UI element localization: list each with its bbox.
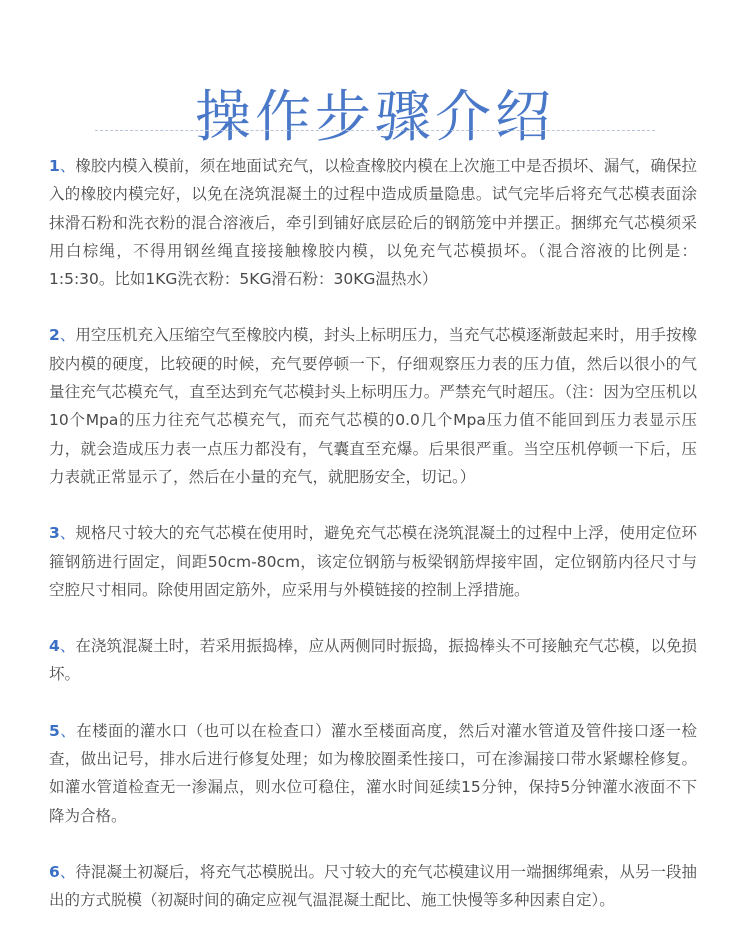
step-separator: 、 xyxy=(59,326,76,345)
step-number: 4 xyxy=(49,637,60,656)
step-separator: 、 xyxy=(59,524,76,543)
step-5 xyxy=(49,717,697,830)
step-number: 3 xyxy=(49,524,60,543)
step-number: 5 xyxy=(49,721,60,740)
step-1 xyxy=(49,152,697,293)
step-4 xyxy=(49,632,697,689)
step-separator: 、 xyxy=(59,637,76,656)
title-divider xyxy=(95,130,655,131)
step-text: 待混凝土初凝后，将充气芯模脱出。尺寸较大的充气芯模建议用一端捆绑绳索，从另一段抽出的方式脱模（初凝时间的确定应视气温混凝土配比、施工快慢等多种因素自定）。 xyxy=(49,862,697,910)
step-number: 2 xyxy=(49,326,60,345)
step-3 xyxy=(49,519,697,604)
step-separator: 、 xyxy=(59,862,76,881)
step-number: 6 xyxy=(49,862,60,881)
step-text: 在浇筑混凝土时，若采用振捣棒，应从两侧同时振捣，振捣棒头不可接触充气芯模，以免损坏。 xyxy=(49,637,697,684)
step-text: 规格尺寸较大的充气芯模在使用时，避免充气芯模在浇筑混凝土的过程中上浮，使用定位环箍钢筋进行固定，间距50cm-80cm，该定位钢筋与板梁钢筋焊接牢固，定位钢筋内径尺寸与空腔尺寸相同。除使用固定筋外，应采用与外模链接的控制上浮措施。 xyxy=(49,524,697,599)
step-text: 橡胶内模入模前，须在地面试充气，以检查橡胶内模在上次施工中是否损坏、漏气，确保拉入的橡胶内模完好，以免在浇筑混凝土的过程中造成质量隐患。试气完毕后将充气芯模表面涂抹滑石粉和洗衣粉的混合溶液后，牵引到铺好底层砼后的钢筋笼中并摆正。捆绑充气芯模须采用白棕绳，不得用钢丝绳直接接触橡胶内模，以免充气芯模损坏。（混合溶液的比例是：1:5:30。比如1KG洗衣粉：5KG滑石粉：30KG温热水） xyxy=(49,157,697,289)
step-text: 用空压机充入压缩空气至橡胶内模，封头上标明压力，当充气芯模逐渐鼓起来时，用手按橡胶内模的硬度，比较硬的时候，充气要停顿一下，仔细观察压力表的压力值，然后以很小的气量往充气芯模充气，直至达到充气芯模封头上标明压力。严禁充气时超压。（注：因为空压机以10个Mpa的压力往充气芯模充气，而充气芯模的0.0几个Mpa压力值不能回到压力表显示压力，就会造成压力表一点压力都没有，气囊直至充爆。后果很严重。当空压机停顿一下后，压力表就正常显示了，然后在小量的充气，就肥肠安全，切记。） xyxy=(49,326,697,486)
step-number: 1 xyxy=(49,157,60,175)
steps-list xyxy=(49,152,697,943)
step-text: 在楼面的灌水口（也可以在检查口）灌水至楼面高度，然后对灌水管道及管件接口逐一检查，做出记号，排水后进行修复处理；如为橡胶圈柔性接口，可在渗漏接口带水紧螺栓修复。如灌水管道检查无一渗漏点，则水位可稳住，灌水时间延续15分钟，保持5分钟灌水液面不下降为合格。 xyxy=(49,721,697,825)
page-title: 操作步骤介绍 xyxy=(195,84,555,150)
step-2 xyxy=(49,321,697,491)
step-separator: 、 xyxy=(59,721,77,740)
step-separator: 、 xyxy=(59,157,76,175)
step-6 xyxy=(49,858,697,915)
